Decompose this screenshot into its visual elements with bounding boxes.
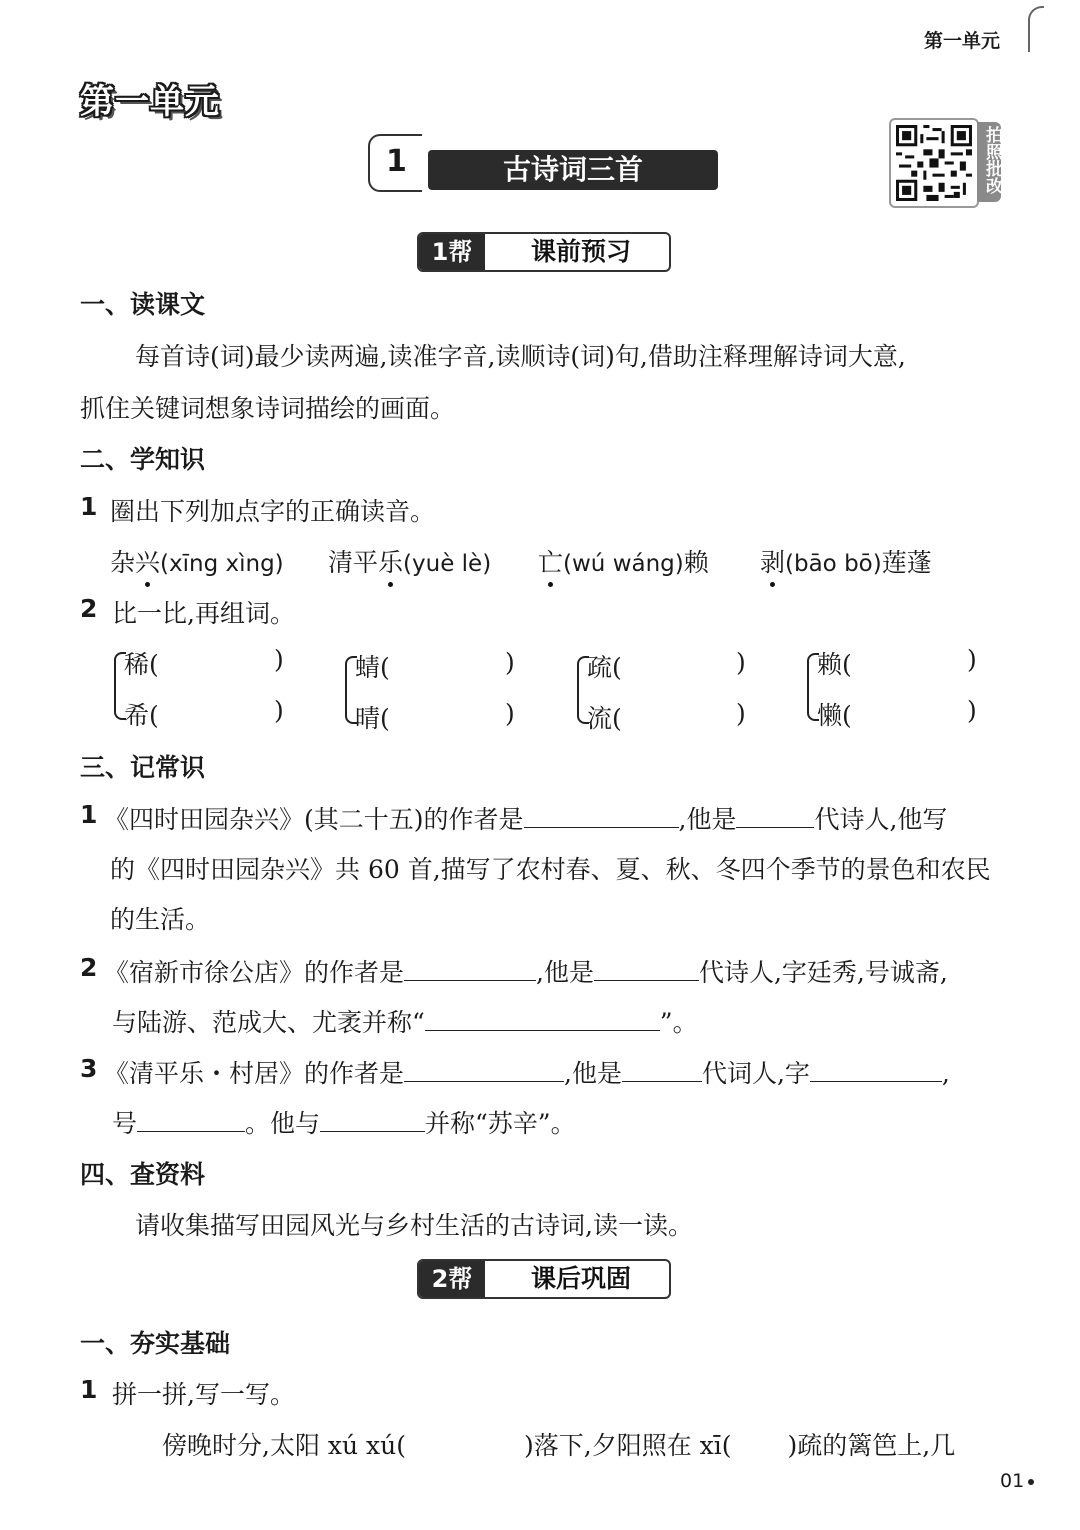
compare-top[interactable]: 蜻( bbox=[355, 653, 390, 682]
section-badge-review bbox=[417, 1259, 671, 1299]
answer-blank[interactable] bbox=[404, 1059, 564, 1083]
pinyin-options: (yuè lè) bbox=[403, 551, 492, 577]
pinyin-options: (wú wáng) bbox=[563, 551, 684, 577]
pinyin-char: 赖 bbox=[683, 548, 709, 577]
question-text: 号 bbox=[112, 1109, 138, 1138]
question-text: 代词人,字 bbox=[701, 1059, 810, 1088]
question-line bbox=[104, 800, 947, 836]
compare-close: ) bbox=[967, 645, 977, 674]
q-number: 1 bbox=[80, 1375, 98, 1404]
question-text: 拼一拼,写一写。 bbox=[112, 1380, 295, 1409]
dotted-char: 兴 bbox=[135, 543, 160, 579]
question-text: 比一比,再组词。 bbox=[112, 599, 295, 628]
heading-learn-knowledge: 二、学知识 bbox=[80, 445, 206, 474]
answer-blank[interactable] bbox=[404, 958, 536, 982]
lesson-number: 1 bbox=[386, 144, 407, 179]
question-line bbox=[104, 953, 948, 989]
question-line bbox=[104, 1054, 950, 1090]
lesson-title-banner bbox=[368, 130, 720, 194]
compare-top[interactable]: 稀( bbox=[124, 650, 159, 679]
qr-code-box[interactable] bbox=[889, 118, 979, 208]
question-text: 《四时田园杂兴》(其二十五)的作者是 bbox=[104, 805, 524, 834]
page-number bbox=[1000, 1470, 1034, 1492]
answer-blank[interactable] bbox=[320, 1109, 425, 1133]
answer-blank[interactable] bbox=[524, 805, 679, 829]
dotted-char: 亡 bbox=[538, 543, 563, 579]
q-number: 2 bbox=[80, 594, 98, 623]
question-text: 的《四时田园杂兴》共 60 首,描写了农村春、夏、秋、冬四个季节的景色和农民 bbox=[110, 855, 991, 884]
section-badge-title: 课前预习 bbox=[530, 237, 631, 266]
pinyin-write-line bbox=[162, 1426, 955, 1462]
question-text: 《宿新市徐公店》的作者是 bbox=[104, 958, 405, 987]
research-text: 请收集描写田园风光与乡村生活的古诗词,读一读。 bbox=[135, 1211, 693, 1240]
question-text: ,他是 bbox=[678, 805, 737, 834]
question-text: 圈出下列加点字的正确读音。 bbox=[110, 497, 436, 526]
pinyin-item[interactable] bbox=[760, 543, 932, 579]
read-text-line1: 每首诗(词)最少读两遍,读准字音,读顺诗(词)句,借助注释理解诗词大意, bbox=[135, 342, 906, 371]
compare-top[interactable]: 疏( bbox=[587, 653, 622, 682]
q-number: 1 bbox=[80, 800, 98, 829]
question-text: ”。 bbox=[659, 1008, 698, 1037]
dotted-char: 乐 bbox=[378, 543, 403, 579]
section-badge-preview bbox=[417, 232, 671, 272]
question-text: ,他是 bbox=[536, 958, 594, 987]
question-text: 的生活。 bbox=[110, 905, 211, 934]
heading-read-text: 一、读课文 bbox=[80, 290, 206, 319]
pinyin-char: 杂 bbox=[110, 548, 136, 577]
compare-close: ) bbox=[274, 645, 284, 674]
question-text: 。他与 bbox=[245, 1109, 321, 1138]
question-text: 《清平乐・村居》的作者是 bbox=[104, 1059, 405, 1088]
pinyin-item[interactable] bbox=[328, 543, 491, 579]
section-badge-title: 课后巩固 bbox=[530, 1264, 631, 1293]
dotted-char: 剥 bbox=[760, 543, 785, 579]
question-text: , bbox=[941, 1059, 950, 1088]
question-text: )落下,夕阳照在 xī( bbox=[524, 1431, 732, 1460]
question-text: )疏的篱笆上,几 bbox=[787, 1431, 956, 1460]
pinyin-options: (xīng xìng) bbox=[160, 551, 284, 577]
question-text: 傍晚时分,太阳 xú xú( bbox=[162, 1431, 406, 1460]
heading-common-knowledge: 三、记常识 bbox=[80, 753, 206, 782]
pinyin-options: (bāo bō) bbox=[785, 551, 882, 577]
compare-bottom[interactable]: 流( bbox=[587, 704, 622, 733]
compare-bottom[interactable]: 懒( bbox=[817, 701, 852, 730]
answer-blank[interactable] bbox=[137, 1109, 245, 1133]
q-number: 2 bbox=[80, 953, 98, 982]
question-text: 并称“苏辛”。 bbox=[425, 1109, 576, 1138]
page-number-text: 01 bbox=[1000, 1470, 1025, 1492]
q-number: 3 bbox=[80, 1054, 98, 1083]
compare-close: ) bbox=[505, 699, 515, 728]
answer-blank[interactable] bbox=[425, 1008, 660, 1032]
question-text: 代诗人,字廷秀,号诚斋, bbox=[698, 958, 948, 987]
header-corner-line bbox=[1028, 6, 1044, 52]
compare-top[interactable]: 赖( bbox=[817, 650, 852, 679]
question-line bbox=[112, 1003, 698, 1039]
question-text: 与陆游、范成大、尤袤并称“ bbox=[112, 1008, 425, 1037]
section-badge-number: 1帮 bbox=[419, 234, 485, 270]
lesson-title: 古诗词三首 bbox=[502, 153, 643, 186]
pinyin-char: 清平 bbox=[328, 548, 379, 577]
compare-bottom[interactable]: 希( bbox=[124, 701, 159, 730]
pinyin-char: 莲蓬 bbox=[881, 548, 932, 577]
question-text: ,他是 bbox=[564, 1059, 622, 1088]
answer-blank[interactable] bbox=[810, 1059, 942, 1083]
read-text-line2: 抓住关键词想象诗词描绘的画面。 bbox=[80, 394, 456, 423]
compare-close: ) bbox=[736, 699, 746, 728]
compare-close: ) bbox=[274, 696, 284, 725]
heading-basics: 一、夯实基础 bbox=[80, 1329, 231, 1358]
q-number: 1 bbox=[80, 492, 98, 521]
qr-label: 拍照批改 bbox=[982, 126, 1002, 194]
question-text: 代诗人,他写 bbox=[814, 805, 948, 834]
answer-blank[interactable] bbox=[736, 805, 814, 829]
qr-code-icon bbox=[896, 125, 972, 201]
compare-bottom[interactable]: 晴( bbox=[355, 704, 390, 733]
question-line bbox=[112, 1104, 576, 1140]
page-dot-icon bbox=[1028, 1479, 1034, 1485]
pinyin-item[interactable] bbox=[110, 543, 284, 579]
pinyin-item[interactable] bbox=[538, 543, 709, 579]
answer-blank[interactable] bbox=[622, 1059, 702, 1083]
compare-close: ) bbox=[967, 696, 977, 725]
unit-badge: 第一单元 bbox=[80, 82, 220, 122]
answer-blank[interactable] bbox=[594, 958, 699, 982]
heading-research: 四、查资料 bbox=[80, 1160, 206, 1189]
section-badge-number: 2帮 bbox=[419, 1261, 485, 1297]
running-header: 第一单元 bbox=[923, 30, 1000, 52]
compare-close: ) bbox=[505, 648, 515, 677]
compare-close: ) bbox=[736, 648, 746, 677]
